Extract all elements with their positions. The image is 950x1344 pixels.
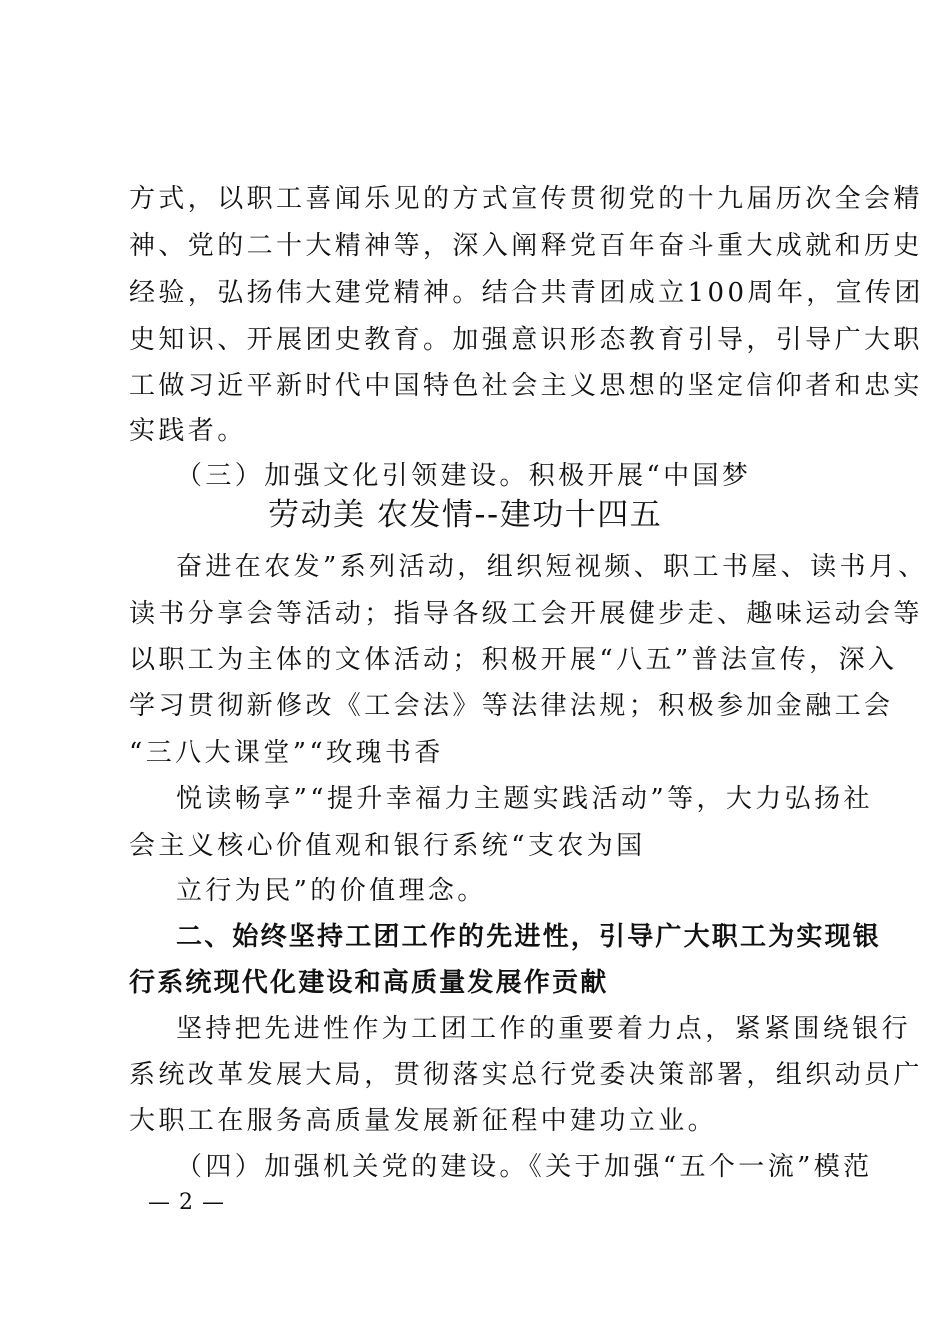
body-line-6: 实践者。 (129, 416, 247, 446)
body-line-3: 经验，弘扬伟大建党精神。结合共青团成立100周年，宣传团 (129, 278, 924, 308)
body-line-12: “三八大课堂”“玫瑰书香 (129, 738, 444, 768)
body-line-14: 会主义核心价值观和银行系统“支农为国 (129, 831, 646, 861)
body-line-9: 读书分享会等活动；指导各级工会开展健步走、趣味运动会等 (129, 599, 923, 629)
subheading-three: （三）加强文化引领建设。积极开展“中国梦 (176, 461, 752, 491)
body-line-8: 奋进在农发”系列活动，组织短视频、职工书屋、读书月、 (176, 552, 928, 582)
body-line-1: 方式，以职工喜闻乐见的方式宣传贯彻党的十九届历次全会精 (129, 184, 923, 214)
body-line-20: 大职工在服务高质量发展新征程中建功立业。 (129, 1106, 718, 1136)
page-number: — 2 — (148, 1190, 225, 1215)
body-line-18: 坚持把先进性作为工团工作的重要着力点，紧紧围绕银行 (176, 1014, 912, 1044)
body-line-15: 立行为民”的价值理念。 (176, 876, 487, 906)
body-line-19: 系统改革发展大局，贯彻落实总行党委决策部署，组织动员广 (129, 1060, 923, 1090)
body-line-11: 学习贯彻新修改《工会法》等法律法规；积极参加金融工会 (129, 691, 894, 721)
section-heading-two-line-1: 二、始终坚持工团工作的先进性，引导广大职工为实现银 (176, 922, 882, 952)
body-line-4: 史知识、开展团史教育。加强意识形态教育引导，引导广大职 (129, 325, 923, 355)
body-line-13: 悦读畅享”“提升幸福力主题实践活动”等，大力弘扬社 (176, 784, 873, 814)
center-heading: 劳动美 农发情--建功十四五 (268, 497, 663, 533)
body-line-2: 神、党的二十大精神等，深入阐释党百年奋斗重大成就和历史 (129, 231, 923, 261)
section-heading-two-line-2: 行系统现代化建设和高质量发展作贡献 (129, 968, 609, 998)
body-line-10: 以职工为主体的文体活动；积极开展“八五”普法宣传，深入 (129, 645, 898, 675)
subheading-four: （四）加强机关党的建设。《关于加强“五个一流”模范 (176, 1152, 873, 1182)
body-line-5: 工做习近平新时代中国特色社会主义思想的坚定信仰者和忠实 (129, 371, 923, 401)
